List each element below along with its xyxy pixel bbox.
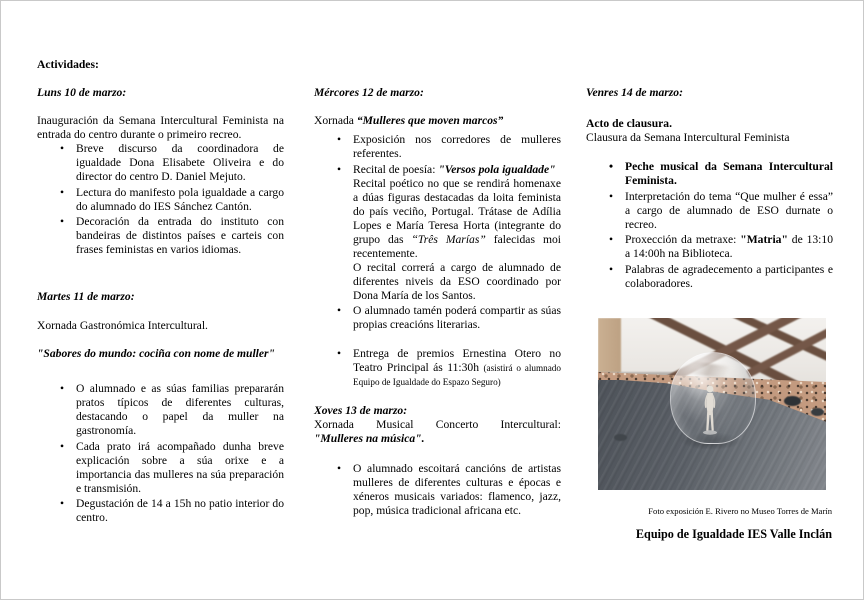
monday-intro: Inauguración da Semana Intercultural Feminista na entrada do centro durante o primeiro recreo. bbox=[37, 114, 284, 141]
exhibition-photo bbox=[598, 318, 826, 490]
column-friday bbox=[586, 86, 833, 291]
figurine bbox=[701, 385, 719, 435]
recital-description-end: falecidas moi recentemente. bbox=[353, 232, 561, 260]
monday-bullet-list bbox=[37, 142, 284, 257]
tuesday-intro: Xornada Gastronómica Intercultural. bbox=[37, 319, 208, 332]
list-item: • O alumnado tamén poderá compartir as súas propias creacións literarias. bbox=[353, 304, 561, 332]
wednesday-heading: Mércores 12 de marzo: bbox=[314, 86, 424, 99]
list-item bbox=[625, 233, 833, 261]
wednesday-program-title: “Mulleres que moven marcos” bbox=[356, 114, 504, 127]
wednesday-intro bbox=[314, 114, 561, 128]
list-item: • Palabras de agradecemento a participantes e colaboradores. bbox=[625, 263, 833, 291]
list-item: • Exposición nos corredores de mulleres referentes. bbox=[353, 133, 561, 161]
list-item: • Cada prato irá acompañado dunha breve explicación sobre a súa orixe e a importancia das mulleres na súa preparación e transmisión. bbox=[76, 440, 284, 496]
awards-text: Entrega de premios Ernestina Otero no Teatro Principal ás 11:30h bbox=[353, 347, 561, 374]
recital-note: O recital correrá a cargo de alumnado de diferentes niveis da ESO coordinado por Dona María de los Santos. bbox=[353, 260, 561, 302]
slate-spot bbox=[614, 434, 627, 441]
column-wednesday-thursday bbox=[314, 86, 561, 518]
list-item: • Lectura do manifesto pola igualdade a cargo do alumnado do IES Sánchez Cantón. bbox=[76, 186, 284, 214]
awards-note: (asistirá o alumnado Equipo de Igualdade do Espazo Seguro) bbox=[353, 363, 561, 387]
list-item: • O alumnado escoitará cancións de artistas mulleres de diferentes culturas e épocas e xéneros musicais variados: flamenco, jazz, pop, música tradicional africana etc. bbox=[353, 462, 561, 518]
wednesday-bullet-list bbox=[314, 133, 561, 389]
column-monday-tuesday bbox=[37, 58, 284, 525]
tuesday-subtitle: "Sabores do mundo: cociña con nome de muller" bbox=[37, 347, 275, 360]
list-item: • Peche musical da Semana Intercultural Feminista. bbox=[625, 160, 833, 188]
screening-details: de 13:10 a 14:00h na Biblioteca. bbox=[625, 233, 833, 260]
thursday-heading: Xoves 13 de marzo: bbox=[314, 404, 408, 417]
screening-label: Proxección da metraxe: bbox=[625, 233, 741, 246]
recital-description-text: Recital poético no que se rendirá homenaxe a dúas figuras destacadas da loita feminista do país veciño, Portugal. Trátase de Adília Lopes e María Teresa Horta (integrante do grupo das bbox=[353, 176, 561, 246]
photo-caption: Foto exposición E. Rivero no Museo Torres de Marín bbox=[648, 506, 832, 516]
list-item bbox=[353, 347, 561, 389]
matria-title: "Matria" bbox=[740, 233, 788, 246]
list-item: • Decoración da entrada do instituto con bandeiras de distintos países e carteis con frases feministas en varios idiomas. bbox=[76, 215, 284, 257]
thursday-bullet-list bbox=[314, 462, 561, 518]
list-item bbox=[353, 163, 561, 303]
counter-hole bbox=[784, 396, 801, 406]
tuesday-bullet-list bbox=[37, 382, 284, 525]
thursday-intro: Xornada Musical Concerto Intercultural: bbox=[314, 418, 561, 431]
equipo-footer: Equipo de Igualdade IES Valle Inclán bbox=[635, 527, 832, 541]
recital-title: "Versos pola igualdade" bbox=[438, 162, 556, 176]
tres-marias-title: “Três Marías” bbox=[411, 232, 486, 246]
monday-heading: Luns 10 de marzo: bbox=[37, 86, 127, 99]
wednesday-intro-prefix: Xornada bbox=[314, 114, 357, 127]
closing-heading: Acto de clausura. bbox=[586, 117, 672, 130]
friday-bullet-list bbox=[586, 160, 833, 291]
closing-intro: Clausura da Semana Intercultural Feminista bbox=[586, 131, 790, 144]
activities-heading: Actividades: bbox=[37, 58, 99, 71]
list-item: • Breve discurso da coordinadora de igualdade Dona Elisabete Oliveira e do director do centro D. Daniel Mejuto. bbox=[76, 142, 284, 184]
recital-label: Recital de poesía: bbox=[353, 162, 439, 176]
thursday-subtitle: "Mulleres na música". bbox=[314, 432, 425, 445]
list-item: • Degustación de 14 a 15h no patio interior do centro. bbox=[76, 497, 284, 525]
list-item: • Interpretación do tema “Que mulher é essa” a cargo de alumnado de ESO durnate o recreo. bbox=[625, 190, 833, 232]
list-item: • O alumnado e as súas familias prepararán pratos típicos de diferentes culturas, destacando o papel da muller na gastronomía. bbox=[76, 382, 284, 438]
tuesday-heading: Martes 11 de marzo: bbox=[37, 290, 135, 303]
recital-description bbox=[353, 177, 561, 261]
counter-hole bbox=[811, 408, 824, 416]
friday-heading: Venres 14 de marzo: bbox=[586, 86, 683, 99]
